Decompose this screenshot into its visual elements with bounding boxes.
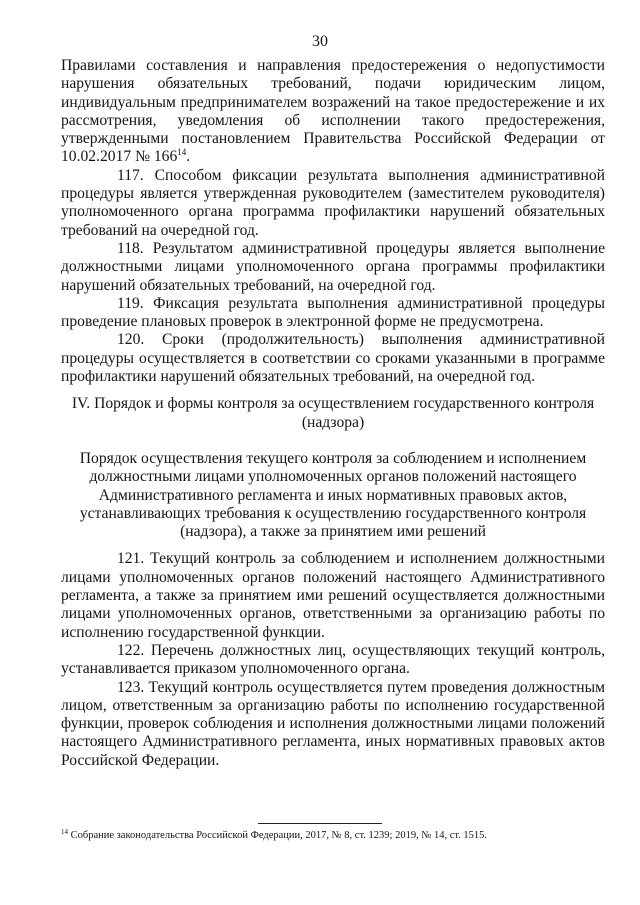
paragraph-121: 121. Текущий контроль за соблюдением и исполнением должностными лицами уполномоченных органов положений настоящего Административного регламента, а также за принятием ими решений осуществляется должностными лицами уполномоченных органов, ответственными за организацию работы по исполнению государственной функции. bbox=[61, 550, 605, 641]
paragraph-117: 117. Способом фиксации результата выполнения административной процедуры является утвержденная руководителем (заместителем руководителя) уполномоченного органа программа профилактики нарушений обязательных требований на очередной год. bbox=[61, 166, 605, 239]
paragraph-text: Правилами составления и направления предостережения о недопустимости нарушения обязательных требований, подачи юридическим лицом, индивидуальным предпринимателем возражений на такое предостережение и их рассмотрения, уведомления об исполнении такого предостережения, утвержденными постановлением Правительства Российской Федерации от 10.02.2017 № 166 bbox=[61, 57, 605, 166]
section-heading-iv: IV. Порядок и формы контроля за осуществлением государственного контроля (надзора) bbox=[71, 395, 595, 431]
page-number: 30 bbox=[312, 33, 328, 50]
document-body bbox=[61, 57, 605, 770]
paragraph-122: 122. Перечень должностных лиц, осуществляющих текущий контроль, устанавливается приказом уполномоченного органа. bbox=[61, 641, 605, 678]
paragraph-continuation bbox=[61, 57, 605, 167]
footnote-separator bbox=[258, 823, 382, 824]
subsection-heading: Порядок осуществления текущего контроля за соблюдением и исполнением должностными лицами уполномоченных органов положений настоящего Административного регламента и иных нормативных правовых актов, устанавливающих требования к осуществлению государственного контроля (надзора), а также за принятием ими решений bbox=[79, 449, 587, 541]
footnote bbox=[61, 829, 605, 842]
paragraph-123: 123. Текущий контроль осуществляется путем проведения должностным лицом, ответственным за организацию работы по исполнению государственной функции, проверок соблюдения и исполнения должностными лицами положений настоящего Административного регламента, иных нормативных правовых актов Российской Федерации. bbox=[61, 678, 605, 769]
footnote-marker: 14 bbox=[61, 828, 68, 836]
footnote-text: Собрание законодательства Российской Федерации, 2017, № 8, ст. 1239; 2019, № 14, ст. 1515. bbox=[68, 830, 488, 841]
paragraph-120: 120. Сроки (продолжительность) выполнения административной процедуры осуществляется в соответствии со сроками указанными в программе профилактики нарушений обязательных требований, на очередной год. bbox=[61, 331, 605, 386]
paragraph-end-punct: . bbox=[186, 148, 191, 166]
paragraph-118: 118. Результатом административной процедуры является выполнение должностными лицами уполномоченного органа программы профилактики нарушений обязательных требований, на очередной год. bbox=[61, 239, 605, 294]
paragraph-119: 119. Фиксация результата выполнения административной процедуры проведение плановых проверок в электронной форме не предусмотрена. bbox=[61, 294, 605, 331]
footnote-reference[interactable]: 14 bbox=[177, 147, 187, 158]
